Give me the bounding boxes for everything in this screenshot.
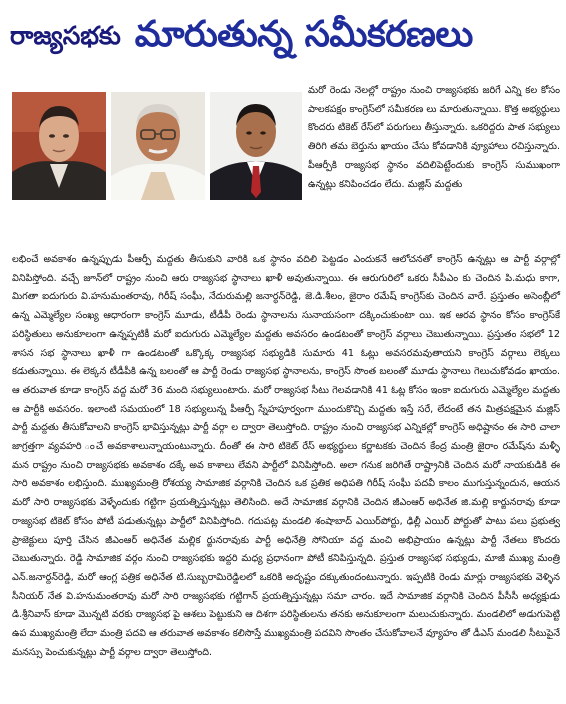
headline-kicker: రాజ్యసభకు xyxy=(10,21,121,50)
headline-title: మారుతున్న సమీకరణలు xyxy=(134,14,473,55)
portrait-photo-3 xyxy=(210,92,302,200)
headline xyxy=(0,0,566,78)
portrait-photo-1 xyxy=(12,92,106,200)
article-body: లభించే అవకాశం ఉన్నప్పుడు పీఆర్పీ మద్దతు తీసుకుని వారికి ఒక స్థానం వదిలి పెట్టడం ఎందుకనే ఆలోచనతో కాంగ్రెస్ ఉన్నట్లు ఆ పార్టీ వర్గాల్లో వినిపిస్తోంది. వచ్చే జూన్‌లో రాష్ట్రం నుంచి ఆరు రాజ్యసభ స్థానాలు ఖాళీ అవుతున్నాయి. ఈ ఆరుగురిలో ఒకరు సీపీఎం కు చెందిన పి.మధు కాగా, మిగతా ఐదుగురు వి.హనుమంతరావు, గిరీష్ సంఘీ, నేదురుమల్లి జనార్ధన్‌రెడ్డి, జె.డి.శీలం, జైరాం రమేష్ కాంగ్రెస్‌కు చెందిన వారే. ప్రస్తుతం అసెంబ్లీలో ఉన్న ఎమ్మెల్యేల సంఖ్య ఆధారంగా కాంగ్రెస్ మూడు, టీడీపీ రెండు స్థానాలను సునాయసంగా దక్కించుకుంటా యి. ఇక ఆరవ స్థానం కోసం కాంగ్రెస్‌కే పరిస్థితులు అనుకూలంగా ఉన్నప్పటికీ మరో ఐదుగురు ఎమ్మెల్యేల మద్దతు అవసరం ఉండటంతో కాంగ్రెస్ వర్గాలు చెబుతున్నాయి. ప్రస్తుతం సభలో 12 శాసన సభ స్థానాలు ఖాళీ గా ఉండటంతో ఒక్కొక్క రాజ్యసభ సభ్యుడికి సుమారు 41 ఓట్లు అవసరమవుతాయని కాంగ్రెస్ వర్గాలు లెక్కలు కడుతున్నాయి. ఈ లెక్కన టీడీపీకి ఉన్న బలంతో ఆ పార్టీ రెండు రాజ్యసభ స్థానాలను, కాంగ్రెస్ సొంత బలంతో మూడు స్థానాలు గెలుచుకోవడం ఖాయం. ఆ తరువాత కూడా కాంగ్రెస్ వద్ద మరో 36 మంది సభ్యులుంటారు. మరో రాజ్యసభ సీటు గెలవడానికి 41 ఓట్ల కోసం ఇంకా ఐదుగురు ఎమ్మెల్యేల మద్దతు ఆ పార్టీకి అవసరం. ఇలాంటి సమయంలో 18 సభ్యులున్న పీఆర్పీ స్నేహపూర్వంగా ముందుకొచ్చి మద్దతు ఇస్తే సరే, లేదంటే తన మిత్రపక్షమైన మజ్లిస్ పార్టీ మద్దతు తీసుకోవాలని కాంగ్రెస్ భావిస్తున్నట్లు పార్టీ వర్గా ల ద్వారా తెలుస్తోంది. రాష్ట్రం నుంచి రాజ్యసభ ఎన్నికల్లో కాంగ్రెస్ అధిష్టానం ఈ సారి చాలా జాగ్రత్తగా వ్యవహరి ంచే అవకాశాలున్నాయంటున్నారు. దీంతో ఈ సారి టికెట్ రేస్ అభ్యర్థులు కర్ణాటకకు చెందిన కేంద్ర మంత్రి జైరాం రమేష్‌ను మళ్ళీ మన రాష్ట్రం నుంచి రాజ్యసభకు అవకాశం దక్కే అవ కాశాలు లేవని పార్టీలో వినిపిస్తోంది. అలా గనుక జరిగితే రాష్ట్రానికి చెందిన మరో నాయకుడికి ఈ సారి అవకాశం లభిస్తుంది. ముఖ్యమంత్రి రోశయ్య సామాజిక వర్గానికి చెందిన ఒక ప్రతిక అధిపతి గిరీష్ సంఘీ పదవీ కాలం ముగుస్తున్నందున, ఆయన మరో సారి రాజ్యసభకు వెళ్ళేందుకు గట్టిగా ప్రయత్నిస్తున్నట్లు తెలిసింది. అదే సామాజిక వర్గానికి చెందిన జీఎంఆర్ అధినేత జి.మల్లి కార్జునరావు కూడా రాజ్యసభ టికెట్ కోసం పోటీ పడుతున్నట్లు పార్టీలో వినిపిస్తోంది. గదుపట్ల మండలి శంషాబాద్ ఎయిర్‌పోర్టు, ఢిల్లీ ఎయిర్ పోర్టుతో పాటు పలు ప్రభుత్వ ప్రాజెక్టులు పూర్తి చేసిన జీఎంఆర్ అధినేత మల్లిక ర్జునరావుకు పార్టీ అధినేత్రి సోనియా వద్ద మంచి అభిప్రాయం ఉన్నట్లు పార్టీ నేతలు కొందరు చెబుతున్నారు. రెడ్డి సామాజిక వర్గం నుంచి రాజ్యసభకు ఇద్దరి మధ్య ప్రధానంగా పోటీ కనిపిస్తున్నది. ప్రస్తుత రాజ్యసభ సభ్యుడు, మాజీ ముఖ్య మంత్రి ఎన్.జనార్దన్‌రెడ్డి, మరో ఆంగ్ల పత్రిక అధినేత టి.సుబ్బరామిరెడ్డిలలో ఒకరికి అదృష్టం దక్కుతుందంటున్నారు. ఇప్పటికి రెండు మార్లు రాజ్యసభకు వెళ్ళిన సీనియర్ నేత వి.హనుమంతరావు మరో సారి రాజ్యసభకు గట్టిగాన్ ప్రయత్నిస్తున్నట్లు సమా చారం. ఇదే సామాజిక వర్గానికి చెందిన పీసీసీ అధ్యక్షుడు డి.శ్రీనివాస్ కూడా మొన్నటి వరకు రాజ్యసభ పై ఆశలు పెట్టుకుని ఆ దిశగా పరిస్థితులను తనకు అనుకూలంగా మలుచుకున్నారు. మండలిలో అడుగుపెట్టి ఉప ముఖ్యమంత్రి లేదా మంత్రి పదవి ఆ తరువాత అవకాశం కలిసొస్తే ముఖ్యమంత్రి పదవిని సొంతం చేసుకోవాలనే వ్యూహం తో డీఎస్ మండలి సీటుపైనే మనస్సు పెంచుకున్నట్లు పార్టీ వర్గాల ద్వారా తెలుస్తోంది. xyxy=(12,254,560,658)
intro-paragraph: మరో రెండు నెలల్లో రాష్ట్రం నుంచి రాజ్యసభకు జరిగే ఎన్ని కల కోసం పాలకపక్షం కాంగ్రెస్‌లో సమీకరణ లు మారుతున్నాయి. కొత్త అభ్యర్థులు కొందరు టికెట్ రేస్‌లో పరుగులు తీస్తున్నారు. ఒకరిద్దరు పాత సభ్యులు తిరిగి తమ బెర్తును ఖాయం చేసు కోవడానికి వ్యూహాలు రచిస్తున్నారు. పీఆర్పీకి రాజ్యసభ స్థానం వదిలిపెట్టేందుకు కాంగ్రెస్ సుముఖంగా ఉన్నట్లు కనిపించడం లేదు. మజ్లిస్ మద్దతు xyxy=(308,85,560,190)
portrait-photo-2 xyxy=(111,92,205,200)
photo-strip xyxy=(12,92,302,200)
